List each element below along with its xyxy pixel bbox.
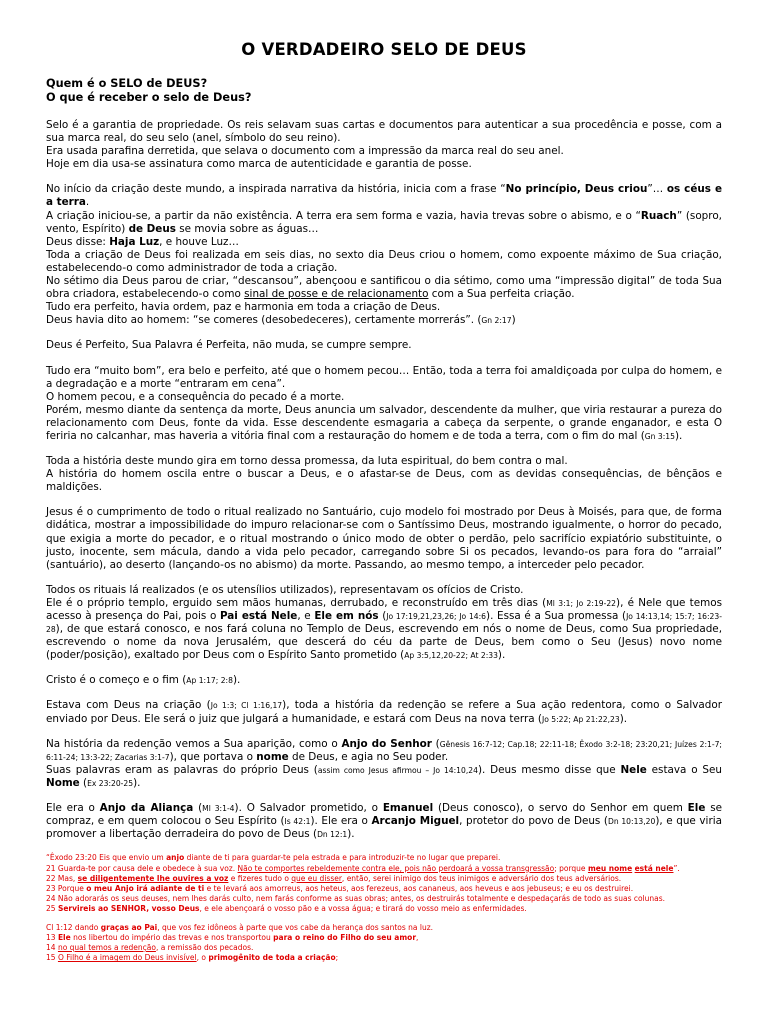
line: Toda a história deste mundo gira em torno dessa promessa, da luta espiritual, do bem contra o mal. [46,455,568,468]
footnote-line: 15 O Filho é a imagem do Deus invisível, o primogênito de toda a criação; [46,953,339,963]
question-block [46,77,722,105]
line: A história do homem oscila entre o buscar a Deus, e o afastar-se de Deus, com as devidas consequências, de bênçãos e maldições. [46,468,722,494]
line: Deus disse: Haja Luz, e houve Luz… [46,235,239,248]
paragraph-selo [46,119,722,171]
paragraph-pecado [46,365,722,444]
line: No início da criação deste mundo, a inspirada narrativa da história, inicia com a frase “No princípio, Deus criou”… os céus e a terra. [46,183,722,209]
paragraph-historia [46,455,722,494]
line: No sétimo dia Deus parou de criar, “descansou”, abençoou e santificou o dia sétimo, como uma “impressão digital” de toda Sua obra criadora, estabelecendo-o como sinal de posse e de relacionamento com a Sua perfeita criação. [46,275,722,301]
line: Ele é o próprio templo, erguido sem mãos humanas, derrubado, e reconstruído em três dias (Ml 3:1; Jo 2:19-22), é Nele que temos acesso à presença do Pai, pois o Pai está Nele, e Ele em nós (Jo 17:19,21,23,26; Jo 14:6). Essa é a Sua promessa (Jo 14:13,14; 15:7; 16:23-28), de que estará conosco, e nos fará coluna no Templo de Deus, escrevendo em nós o nome de Deus, como Sua propriedade, escrevendo o nome da nova Jerusalém, que descerá do céu da parte de Deus, bem como o Seu (Jesus) novo nome (poder/posição), exaltado por Deus com o Espírito Santo prometido (Ap 3:5,12,20-22; At 2:33). [46,596,722,662]
line: Hoje em dia usa-se assinatura como marca de autenticidade e garantia de posse. [46,158,472,171]
line: Tudo era “muito bom”, era belo e perfeito, até que o homem pecou… Então, toda a terra foi amaldiçoada por culpa do homem, e a degradação e a morte “entraram em cena”. [46,364,722,390]
line: Selo é a garantia de propriedade. Os reis selavam suas cartas e documentos para autenticar a sua procedência e posse, com a sua marca real, do seu selo (anel, símbolo do seu reino). [46,119,722,145]
question-1: Quem é o SELO de DEUS? [46,77,208,90]
line: Na história da redenção vemos a Sua aparição, como o Anjo do Senhor (Gênesis 16:7-12; Cap.18; 22:11-18; Êxodo 3:2-18; 23:20,21; Juízes 2:1-7; 6:11-24; 13:3-22; Zacarias 3:1-7), que portava o nome de Deus, e agia no Seu poder. [46,737,722,763]
footnote-line: 24 Não adorarás os seus deuses, nem lhes darás culto, nem farás conforme as suas obras; antes, os destruirás totalmente e despedaçarás de todo as suas colunas. [46,894,666,904]
line: Todos os rituais lá realizados (e os utensílios utilizados), representavam os ofícios de Cristo. [46,583,524,596]
line: O homem pecou, e a consequência do pecado é a morte. [46,390,345,403]
paragraph-santuario: Jesus é o cumprimento de todo o ritual realizado no Santuário, cujo modelo foi mostrado por Deus à Moisés, para que, de forma didática, mostrar a impossibilidade do impuro relacionar-se com o Santíssimo Deus, mostrando igualmente, o horror do pecado, que exigia a morte do pecador, e o ritual mostrando o único modo de obter o perdão, pelo sacrifício expiatório substituinte, o justo, inocente, sem mácula, dando a vida pelo pecador, carregando sobre Si os pecados, levando-os para fora do “arraial” (santuário), ao deserto (lançando-os no abismo) da morte. Passando, ao mesmo tempo, a interceder pelo pecador. [46,506,722,571]
footnote-line: 22 Mas, se diligentemente lhe ouvires a voz e fizeres tudo o que eu disser, então, serei inimigo dos teus inimigos e adversário dos teus adversários. [46,873,622,883]
line: Deus havia dito ao homem: “se comeres (desobedeceres), certamente morrerás”. (Gn 2:17) [46,314,516,327]
paragraph-comeco-fim: Cristo é o começo e o fim (Ap 1:17; 2:8). [46,674,241,687]
footnote-line: 23 Porque o meu Anjo irá adiante de ti e te levará aos amorreus, aos heteus, aos ferezeus, aos cananeus, aos heveus e aos jebuseus; e eu os destruirei. [46,883,634,893]
line: Tudo era perfeito, havia ordem, paz e harmonia em toda a criação de Deus. [46,301,441,314]
footnote-line: Cl 1:12 dando graças ao Pai, que vos fez idôneos à parte que vos cabe da herança dos santos na luz. [46,922,434,932]
footnote-exodo [46,853,722,914]
footnote-line: 14 no qual temos a redenção, a remissão dos pecados. [46,942,254,952]
line: Suas palavras eram as palavras do próprio Deus (assim como Jesus afirmou – Jo 14:10,24). Deus mesmo disse que Nele estava o Seu Nome (Ex 23:20-25). [46,763,723,789]
paragraph-criacao [46,183,722,327]
paragraph-perfeito: Deus é Perfeito, Sua Palavra é Perfeita, não muda, se cumpre sempre. [46,339,412,352]
document-title: O VERDADEIRO SELO DE DEUS [241,40,527,59]
bible-reference: Gn 3:15 [644,431,675,441]
line: Toda a criação de Deus foi realizada em seis dias, no sexto dia Deus criou o homem, como expoente máximo de Sua criação, estabelecendo-o como administrador de toda a criação. [46,248,722,274]
footnote-line: 13 Ele nos libertou do império das trevas e nos transportou para o reino do Filho do seu amor, [46,932,419,942]
line: Porém, mesmo diante da sentença da morte, Deus anuncia um salvador, descendente da mulher, que viria restaurar a pureza do relacionamento com Deus, fonte da vida. Esse descendente esmagaria a cabeça da serpente, o grande enganador, e esta O feriria no calcanhar, mas haveria a vitória final com a restauração do homem e de toda a terra, com o fim do mal (Gn 3:15). [46,403,722,442]
question-2: O que é receber o selo de Deus? [46,91,252,104]
bible-reference: Gn 2:17 [481,316,512,326]
footnote-line: “Êxodo 23:20 Eis que envio um anjo diante de ti para guardar-te pela estrada e para introduzir-te no lugar que preparei. [46,853,501,863]
line: A criação iniciou-se, a partir da não existência. A terra era sem forma e vazia, havia trevas sobre o abismo, e o “Ruach” (sopro, vento, Espírito) de Deus se movia sobre as águas… [46,209,722,235]
footnote-line: 25 Servireis ao SENHOR, vosso Deus, e ele abençoará o vosso pão e a vossa água; e tirará do vosso meio as enfermidades. [46,904,527,914]
paragraph-anjo-alianca: Ele era o Anjo da Aliança (Ml 3:1-4). O Salvador prometido, o Emanuel (Deus conosco), o servo do Senhor em quem Ele se compraz, e em quem colocou o Seu Espírito (Is 42:1). Ele era o Arcanjo Miguel, protetor do povo de Deus (Dn 10:13,20), e que viria promover a libertação derradeira do povo de Deus (Dn 12:1). [46,802,723,841]
paragraph-anjo-senhor [46,738,722,790]
footnote-colossenses [46,923,722,964]
paragraph-templo [46,584,722,663]
line: Era usada parafina derretida, que selava o documento com a impressão da marca real do seu anel. [46,145,564,158]
paragraph-redencao: Estava com Deus na criação (Jo 1:3; Cl 1:16,17), toda a história da redenção se refere a Sua ação redentora, como o Salvador enviado por Deus. Ele será o juiz que julgará a humanidade, e estará com Deus na nova terra (Jo 5:22; Ap 21:22,23). [46,699,723,725]
footnote-line: 21 Guarda-te por causa dele e obedece à sua voz. Não te comportes rebeldemente contra ele, pois não perdoará a vossa transgressão; porque meu nome está nele”. [46,863,680,873]
document-page [46,40,722,968]
